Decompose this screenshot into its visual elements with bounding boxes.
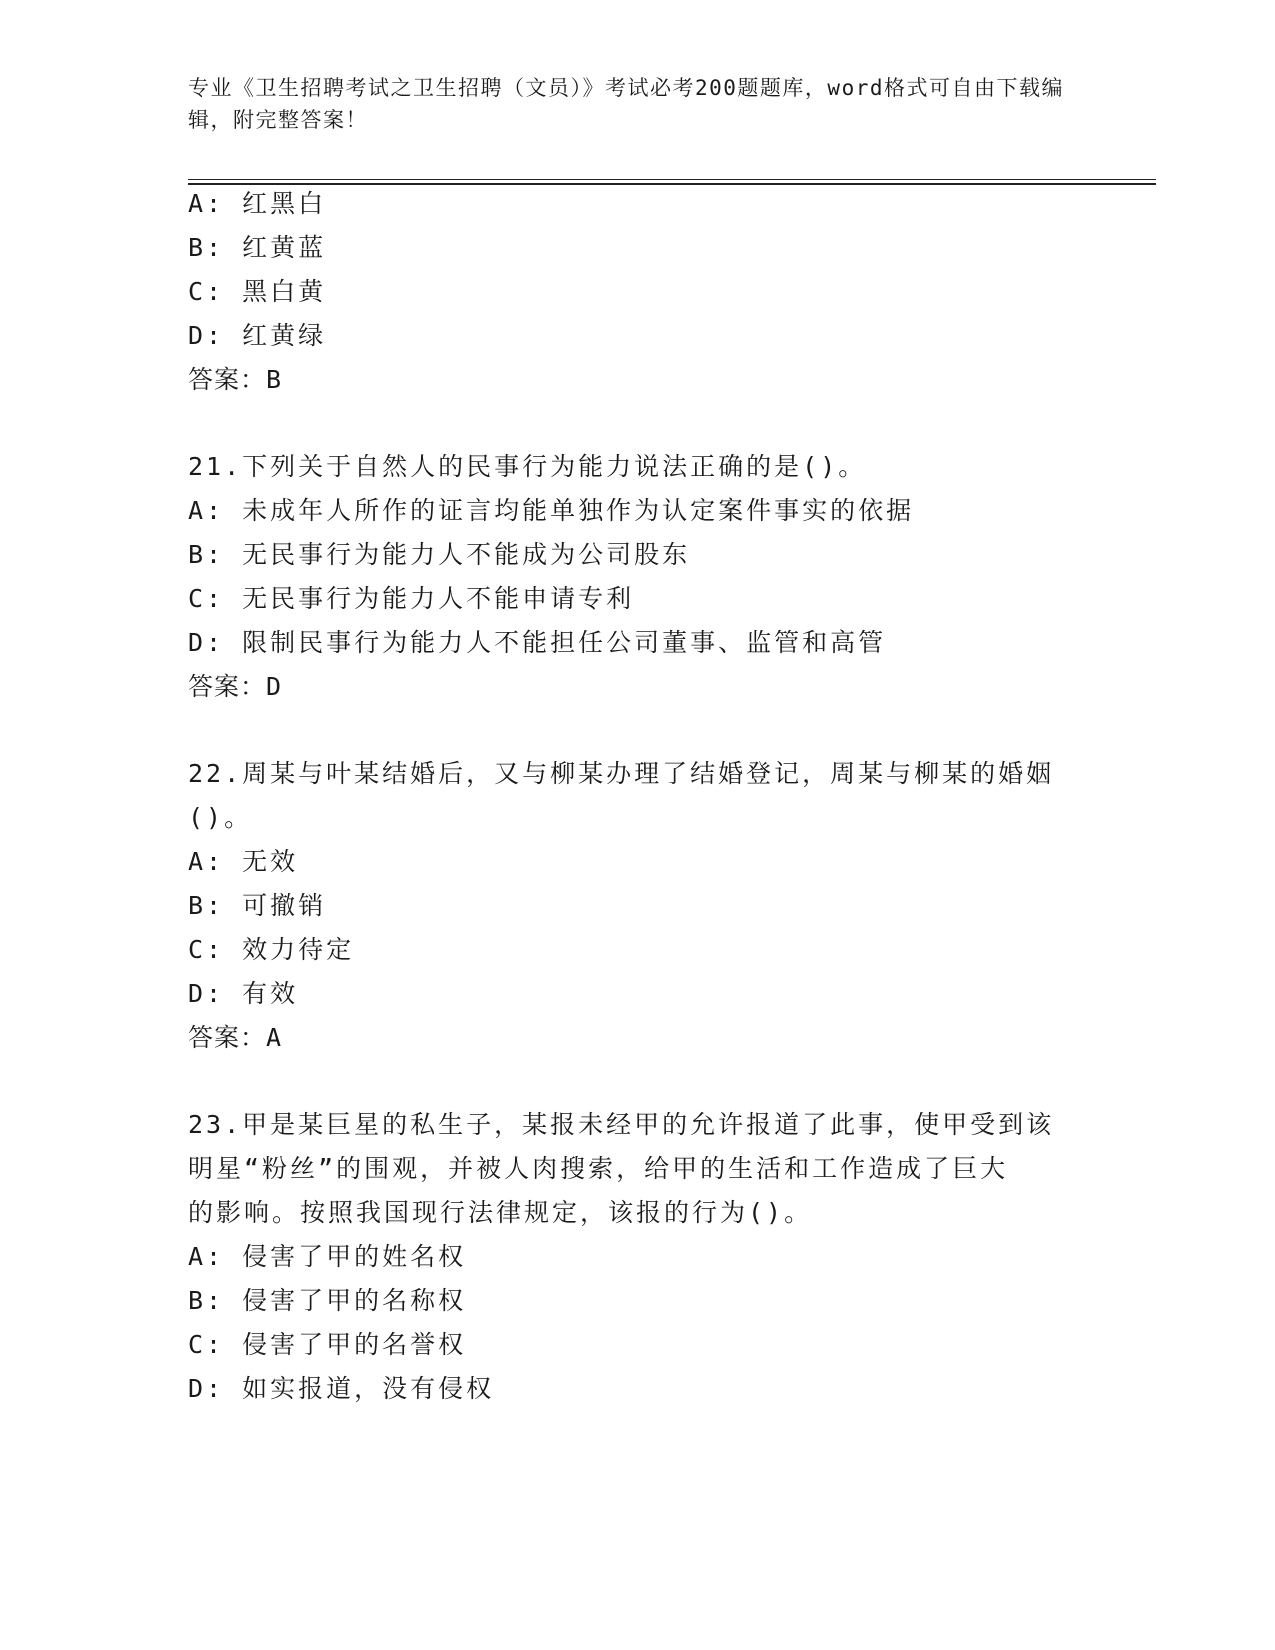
q21-answer	[188, 670, 282, 704]
q22-option-a: A: 无效	[188, 847, 299, 876]
q21-option-a: A: 未成年人所作的证言均能单独作为认定案件事实的依据	[188, 496, 915, 525]
document-intro: 专业《卫生招聘考试之卫生招聘（文员）》考试必考200题题库，word格式可自由下载编辑，附完整答案！	[188, 76, 1064, 132]
q23-stem-line-1: 23.甲是某巨星的私生子，某报未经甲的允许报道了此事，使甲受到该	[188, 1110, 1055, 1139]
q21-stem: 21.下列关于自然人的民事行为能力说法正确的是()。	[188, 452, 867, 481]
q22-stem-line-1: 22.周某与叶某结婚后，又与柳某办理了结婚登记，周某与柳某的婚姻	[188, 759, 1055, 788]
q23-stem-line-3: 的影响。按照我国现行法律规定，该报的行为()。	[188, 1198, 813, 1227]
q21-option-b: B: 无民事行为能力人不能成为公司股东	[188, 540, 691, 569]
q23-option-a: A: 侵害了甲的姓名权	[188, 1242, 467, 1271]
q20-option-b: B: 红黄蓝	[188, 233, 327, 262]
q22-stem-line-2: ()。	[188, 803, 253, 832]
q20-answer	[188, 363, 282, 397]
q22-option-c: C: 效力待定	[188, 935, 355, 964]
answer-label: 答案：	[188, 365, 267, 394]
q21-option-c: C: 无民事行为能力人不能申请专利	[188, 584, 635, 613]
q20-option-a: A: 红黑白	[188, 189, 327, 218]
q22-answer	[188, 1021, 282, 1055]
q22-option-b: B: 可撤销	[188, 891, 327, 920]
header-divider-thick	[188, 183, 1156, 185]
q21-option-d: D: 限制民事行为能力人不能担任公司董事、监管和高管	[188, 628, 887, 657]
answer-value: D	[266, 672, 283, 701]
answer-value: B	[266, 365, 283, 394]
q23-stem-line-2: 明星“粉丝”的围观，并被人肉搜索，给甲的生活和工作造成了巨大	[188, 1154, 1009, 1183]
q23-option-c: C: 侵害了甲的名誉权	[188, 1330, 467, 1359]
q23-option-b: B: 侵害了甲的名称权	[188, 1286, 467, 1315]
q20-option-c: C: 黑白黄	[188, 277, 327, 306]
answer-label: 答案：	[188, 672, 267, 701]
answer-label: 答案：	[188, 1023, 267, 1052]
answer-value: A	[266, 1023, 283, 1052]
header-divider-thin	[188, 179, 1156, 180]
q23-option-d: D: 如实报道，没有侵权	[188, 1374, 495, 1403]
q20-option-d: D: 红黄绿	[188, 321, 327, 350]
q22-option-d: D: 有效	[188, 979, 299, 1008]
